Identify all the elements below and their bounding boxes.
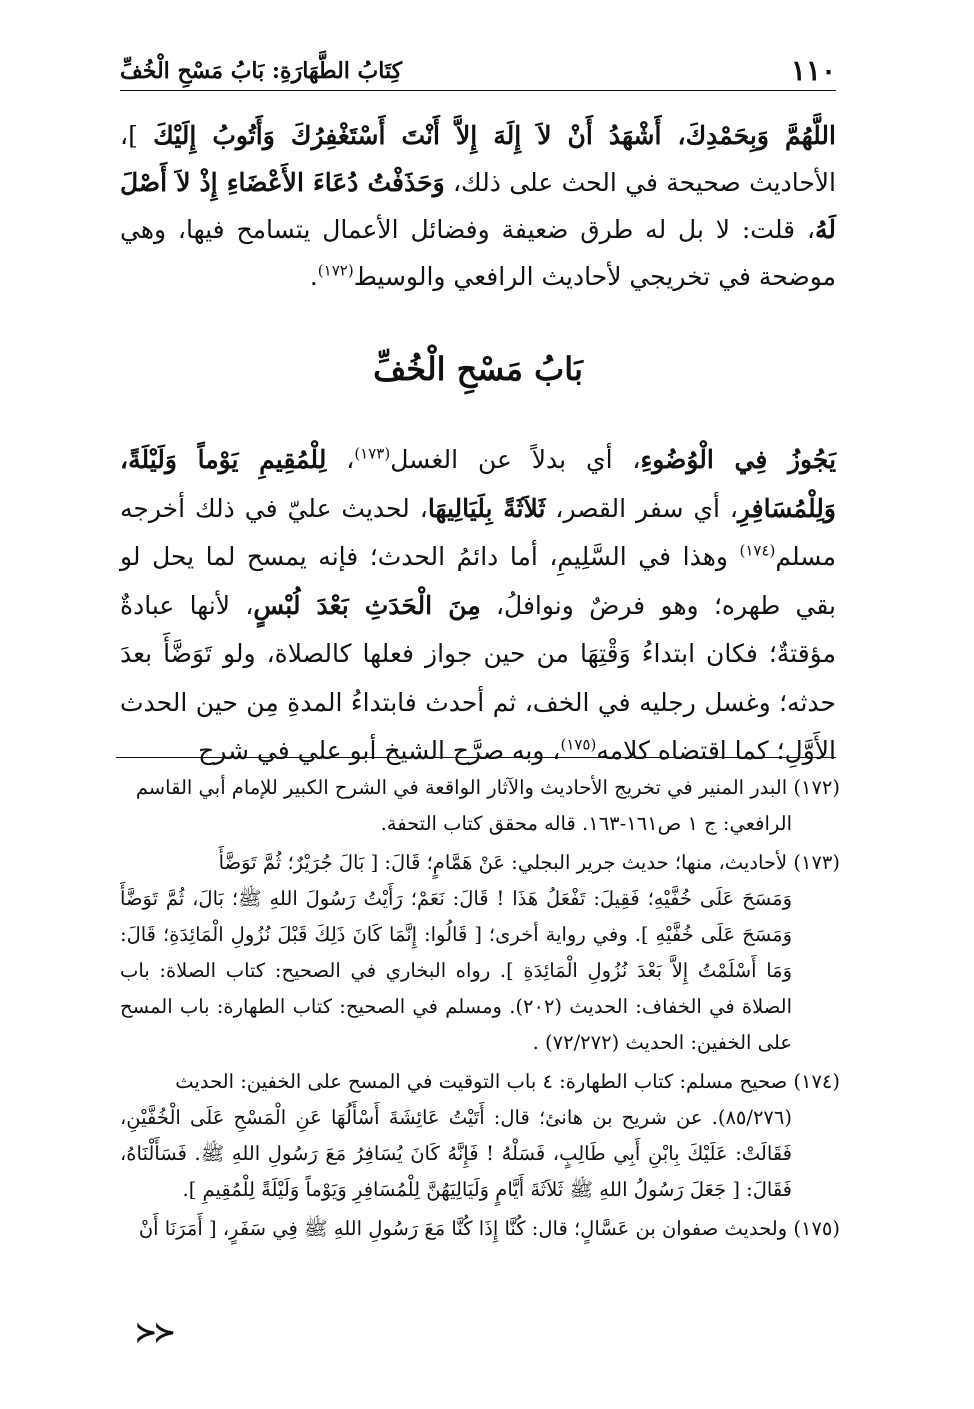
sharh-1: ، أي بدلاً عن الغسل (390, 445, 641, 474)
intro-text-1: ]، الأحاديث صحيحة في الحث على ذلك، (120, 121, 836, 197)
footnote-number: (١٧٥) (793, 1217, 840, 1240)
footnote-continuation: (٨٥/٢٧٦). عن شريح بن هانئ؛ قال: أَتَيْتُ عَائِشَةَ أَسْأَلُهَا عَنِ الْمَسْحِ عَلَى الْخُفَّيْنِ، فَقَالَتْ: عَلَيْكَ بِابْنِ أَبِي طَالِبٍ، فَسَلْهُ ! فَإِنَّهُ كَانَ يُسَافِرُ مَعَ رَسُولِ اللهِ ﷺ. فَسَأَلْنَاهُ، فَقَالَ: [ جَعَلَ رَسُولُ اللهِ ﷺ ثَلاَثَةَ أَيَّامٍ وَلَيَالِيَهُنَّ لِلْمُسَافِرِ وَيَوْماً وَلَيْلَةً لِلْمُقِيمِ ]. (120, 1106, 792, 1201)
matn-4: مِنَ الْحَدَثِ بَعْدَ لُبْسٍ (253, 590, 481, 620)
footnote-text: البدر المنير في تخريج الأحاديث والآثار الواقعة في الشرح الكبير للإمام أبي القاسم (135, 776, 788, 799)
footnote-ref-172[interactable]: (١٧٢) (317, 261, 354, 280)
footnote-ref-174[interactable]: (١٧٤) (739, 541, 776, 560)
intro-text-2: ، قلت: لا بل له طرق ضعيفة وفضائل الأعمال يتسامح فيها، وهي موضحة في تخريجي لأحاديث الرافعي والوسيط (120, 215, 836, 291)
footnote-ref-175[interactable]: (١٧٥) (560, 735, 597, 754)
footnote-number: (١٧٣) (793, 851, 840, 874)
running-header (120, 50, 836, 91)
footnote-divider (116, 757, 836, 758)
sharh-2: ، أي سفر القصر، (545, 493, 738, 523)
footnote-text: صحيح مسلم: كتاب الطهارة: ٤ باب التوقيت في المسح على الخفين: الحديث (175, 1070, 788, 1093)
chapter-heading: بَابُ مَسْحِ الْخُفِّ (373, 350, 583, 388)
continue-arrows-icon: ≺≺ (135, 1318, 173, 1348)
footnote-175 (120, 1211, 840, 1247)
omission-note: وَحَذَفْتُ دُعَاءَ الأَعْضَاءِ إِذْ لاَ أَصْلَ لَهُ (120, 168, 836, 244)
running-title: كِتَابُ الطَّهَارَةِ: بَابُ مَسْحِ الْخُفِّ (120, 58, 403, 84)
footnote-174 (120, 1064, 840, 1208)
section-paragraph (120, 436, 836, 776)
footnote-173 (120, 845, 840, 1061)
footnote-continuation: الرافعي: ج ١ ص١٦١-١٦٣. قاله محقق كتاب التحفة. (380, 812, 792, 835)
matn-1: يَجُوزُ فِي الْوُضُوءِ (640, 445, 837, 474)
sharh-3: ، لحديث عليّ في ذلك أخرجه مسلم (120, 493, 836, 571)
footnote-number: (١٧٤) (793, 1070, 840, 1093)
footnote-text: لأحاديث، منها؛ حديث جرير البجلي: عَنْ هَمَّامٍ؛ قَالَ: [ بَالَ جُرَيْرٌ؛ ثُمَّ تَوَضَّأَ (218, 851, 788, 874)
matn-3: ثَلاَثَةً بِلَيَالِيهَا (427, 493, 546, 523)
dua-text: اللَّهُمَّ وَبِحَمْدِكَ، أَشْهَدُ أَنْ لاَ إِلَهَ إِلاَّ أَنْتَ أَسْتَغْفِرُكَ وَأَتُوبُ إِلَيْكَ (153, 121, 836, 150)
sep: ، (326, 445, 355, 474)
sharh-6: ، وبه صرَّح الشيخ أبو علي في شرح (198, 736, 561, 765)
footnote-continuation: وَمَسَحَ عَلَى خُفَّيْهِ؛ فَقِيلَ: تَفْعَلُ هَذَا ! قَالَ: نَعَمْ؛ رَأَيْتُ رَسُولَ اللهِ ﷺ؛ بَالَ، ثُمَّ تَوَضَّأَ وَمَسَحَ عَلَى خُفَّيْهِ ]. وفي رواية أخرى؛ [ قَالُوا: إِنَّمَا كَانَ ذَلِكَ قَبْلَ نُزُولِ الْمَائِدَةِ؛ قَالَ: وَمَا أَسْلَمْتُ إِلاَّ بَعْدَ نُزُولِ الْمَائِدَةِ ]. رواه البخاري في الصحيح: كتاب الصلاة: باب الصلاة في الخفاف: الحديث (٢٠٢). ومسلم في الصحيح: كتاب الطهارة: باب المسح على الخفين: الحديث (٧٢/٢٧٢) . (120, 887, 793, 1054)
footnote-172 (120, 770, 840, 842)
footnote-ref-173[interactable]: (١٧٣) (354, 444, 391, 463)
intro-end: . (309, 262, 318, 291)
footnote-text: ولحديث صفوان بن عَسَّالٍ؛ قال: كُنَّا إِذَا كُنَّا مَعَ رَسُولِ اللهِ ﷺ فِي سَفَرٍ، [ أَمَرَنَا أَنْ (138, 1217, 788, 1240)
matn-2: لِلْمُقِيمِ يَوْماً وَلَيْلَةً، وَلِلْمُسَافِرِ (120, 445, 836, 523)
footnotes (120, 770, 840, 1250)
sharh-5: ، لأنها عبادةٌ مؤقتةٌ؛ فكان ابتداءُ وَقْتِهَا من حين جواز فعلها كالصلاة، ولو تَوَضَّأَ بعدَ حدثه؛ وغسل رجليه في الخف، ثم أحدث فابتداءُ المدةِ مِن حين الحدث الأَوَّلِ؛ كما اقتضاه كلامه (120, 590, 836, 765)
sharh-4: وهذا في السَّلِيمِ، أما دائمُ الحدث؛ فإنه يمسح لما يحل لو بقي طهره؛ وهو فرضٌ ونوافلُ، (120, 542, 836, 620)
intro-paragraph (120, 112, 836, 300)
page-number: ١١٠ (790, 54, 836, 87)
footnote-number: (١٧٢) (793, 776, 840, 799)
